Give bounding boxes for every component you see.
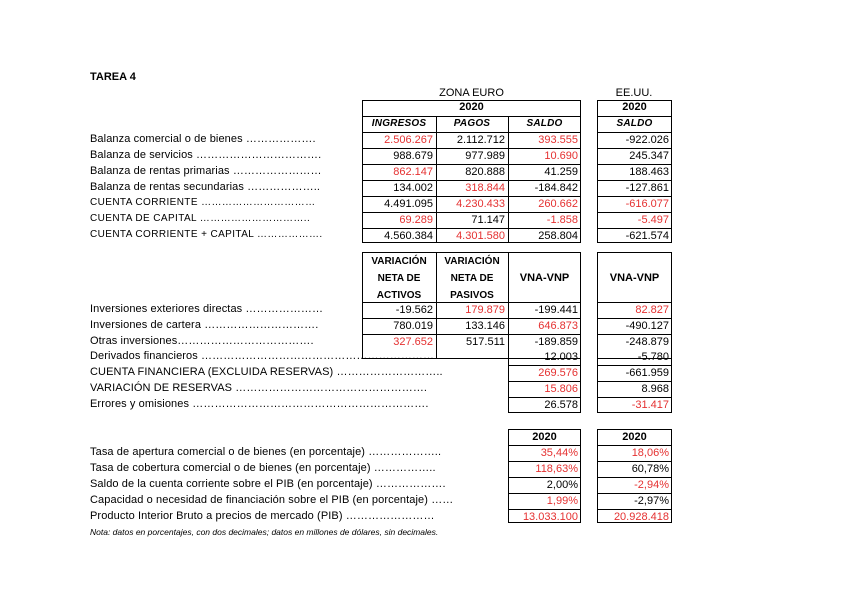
cell-indicator: 35,44%: [540, 447, 578, 459]
row-label: Inversiones de cartera ………………………….: [90, 319, 319, 331]
cell-vna-vnp-us: -490.127: [625, 320, 669, 332]
indicator-label: Tasa de cobertura comercial o de bienes (en porcentaje) ……………..: [90, 462, 436, 474]
cell-saldo-us: 188.463: [629, 166, 669, 178]
indicator-label: Tasa de apertura comercial o de bienes (en porcentaje) ………………..: [90, 446, 442, 458]
cell-value-us: -31.417: [631, 399, 669, 411]
cell-vna-vnp-us: -248.879: [625, 336, 669, 348]
cell-saldo-us: -621.574: [625, 230, 669, 242]
cell-pagos: 4.230.433: [456, 198, 505, 210]
row-label: CUENTA FINANCIERA (EXCLUIDA RESERVAS) ………………………..: [90, 366, 443, 378]
cell-value-us: -661.959: [625, 367, 669, 379]
cell-value: 26.578: [544, 399, 578, 411]
year-zona-euro: 2020: [459, 101, 484, 113]
cell-saldo: 258.804: [538, 230, 578, 242]
cell-ingresos: 4.560.384: [384, 230, 433, 242]
cell-pagos: 318.844: [465, 182, 505, 194]
cell-saldo-us: -127.861: [625, 182, 669, 194]
col-ingresos: INGRESOS: [371, 118, 427, 129]
year-zona-euro-4: 2020: [532, 431, 557, 443]
row-label: Balanza de rentas secundarias ………………..: [90, 181, 321, 193]
cell-value: 15.806: [544, 383, 578, 395]
cell-indicator: 1,99%: [546, 495, 578, 507]
header-vna-vnp-us: VNA-VNP: [609, 272, 660, 284]
header-vna-vnp: VNA-VNP: [519, 272, 570, 284]
cell-indicator: 118,63%: [535, 463, 578, 475]
row-label: Errores y omisiones ……………………………………………………….: [90, 398, 429, 410]
cell-ingresos: 988.679: [393, 150, 433, 162]
cell-ingresos: 134.002: [393, 182, 433, 194]
cell-ingresos: 2.506.267: [384, 134, 433, 146]
cell-vna-vnp-us: 82.827: [635, 304, 669, 316]
header-vna: VARIACIÓN NETA DE ACTIVOS: [371, 256, 427, 301]
cell-pagos: 4.301.580: [456, 230, 505, 242]
header-eeuu: EE.UU.: [615, 87, 653, 99]
cell-saldo: 41.259: [544, 166, 578, 178]
row-label: Otras inversiones……………………………….: [90, 335, 314, 347]
row-label: CUENTA DE CAPITAL …………………………..: [90, 213, 311, 224]
footnote: Nota: datos en porcentajes, con dos decimales; datos en millones de dólares, sin decimales.: [90, 527, 439, 537]
cell-saldo: -1.858: [546, 214, 578, 226]
row-label: VARIACIÓN DE RESERVAS …………………………………………….: [90, 382, 428, 394]
cell-indicator-us: -2,94%: [634, 479, 669, 491]
cell-vnp: 517.511: [466, 336, 505, 348]
page-title: TAREA 4: [90, 71, 136, 83]
cell-value-us: 8.968: [641, 383, 669, 395]
cell-pagos: 2.112.712: [456, 134, 505, 146]
col-saldo-us: SALDO: [616, 118, 653, 129]
col-saldo: SALDO: [526, 118, 563, 129]
col-pagos: PAGOS: [453, 118, 491, 129]
row-label: Inversiones exteriores directas …………………: [90, 303, 324, 315]
cell-vnp: 133.146: [465, 320, 505, 332]
cell-indicator-us: 18,06%: [631, 447, 669, 459]
cell-ingresos: 69.289: [399, 214, 433, 226]
cell-pagos: 71.147: [471, 214, 505, 226]
year-eeuu-4: 2020: [622, 431, 647, 443]
cell-saldo-us: -922.026: [625, 134, 669, 146]
row-label: Balanza comercial o de bienes ……………….: [90, 133, 316, 145]
cell-ingresos: 862.147: [393, 166, 433, 178]
cell-indicator: 13.033.100: [522, 511, 578, 523]
cell-pagos: 820.888: [465, 166, 505, 178]
cell-indicator-us: 60,78%: [631, 463, 669, 475]
cell-vna-vnp: -189.859: [534, 336, 578, 348]
row-label: Derivados financieros ………………………………………………………: [90, 350, 435, 362]
cell-value-us: -5.780: [637, 351, 669, 363]
cell-value: 12.003: [544, 351, 578, 363]
row-label: CUENTA CORRIENTE ……………………………: [90, 197, 316, 208]
year-eeuu: 2020: [622, 101, 647, 113]
cell-indicator-us: 20.928.418: [613, 511, 669, 523]
cell-value: 269.576: [538, 367, 578, 379]
cell-vna: 780.019: [393, 320, 433, 332]
row-label: CUENTA CORRIENTE + CAPITAL ……………….: [90, 229, 323, 240]
cell-saldo: -184.842: [534, 182, 578, 194]
cell-vna: -19.562: [395, 304, 433, 316]
cell-vna-vnp: -199.441: [534, 304, 578, 316]
header-vnp: VARIACIÓN NETA DE PASIVOS: [444, 256, 500, 301]
header-zona-euro: ZONA EURO: [439, 87, 504, 99]
cell-saldo-us: -616.077: [625, 198, 669, 210]
cell-saldo: 10.690: [544, 150, 578, 162]
row-label: Balanza de servicios …………………………….: [90, 149, 322, 161]
cell-ingresos: 4.491.095: [384, 198, 433, 210]
cell-vna: 327.652: [393, 336, 433, 348]
indicator-label: Producto Interior Bruto a precios de mercado (PIB) ……………………: [90, 510, 435, 522]
cell-saldo: 260.662: [538, 198, 578, 210]
cell-saldo-us: 245.347: [629, 150, 669, 162]
cell-vnp: 179.879: [465, 304, 505, 316]
indicator-label: Capacidad o necesidad de financiación sobre el PIB (en porcentaje) ……: [90, 494, 454, 506]
cell-saldo-us: -5.497: [637, 214, 669, 226]
cell-indicator: 2,00%: [546, 479, 578, 491]
cell-pagos: 977.989: [465, 150, 505, 162]
row-label: Balanza de rentas primarias ……………………: [90, 165, 322, 177]
indicator-label: Saldo de la cuenta corriente sobre el PIB (en porcentaje) ……………….: [90, 478, 446, 490]
cell-vna-vnp: 646.873: [538, 320, 578, 332]
cell-saldo: 393.555: [538, 134, 578, 146]
cell-indicator-us: -2,97%: [634, 495, 669, 507]
